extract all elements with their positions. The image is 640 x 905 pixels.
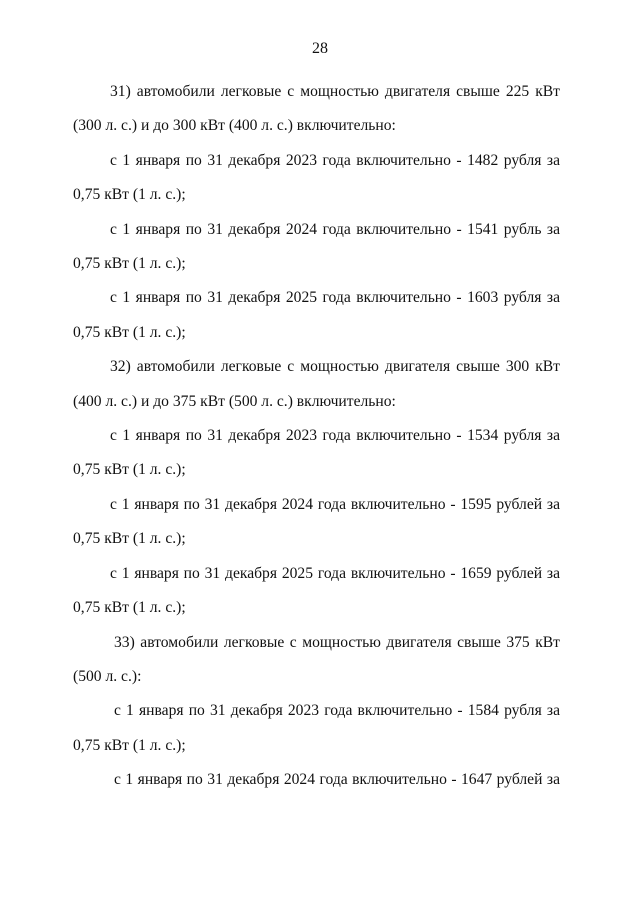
- paragraph-item-31: 31) автомобили легковые с мощностью двигателя свыше 225 кВт (300 л. с.) и до 300 кВт (400 л. с.) включительно:: [73, 83, 560, 135]
- paragraph-rate-2023: с 1 января по 31 декабря 2023 года включительно - 1534 рубля за 0,75 кВт (1 л. с.);: [73, 427, 560, 479]
- paragraph-rate-2025: с 1 января по 31 декабря 2025 года включительно - 1659 рублей за 0,75 кВт (1 л. с.);: [73, 564, 560, 617]
- paragraph-item-33: 33) автомобили легковые с мощностью двигателя свыше 375 кВт (500 л. с.):: [73, 633, 560, 685]
- paragraph-rate-2024: с 1 января по 31 декабря 2024 года включительно - 1647 рублей за: [114, 771, 560, 789]
- paragraph-rate-2024: с 1 января по 31 декабря 2024 года включительно - 1541 рубль за 0,75 кВт (1 л. с.);: [73, 220, 560, 273]
- paragraph-rate-2023: с 1 января по 31 декабря 2023 года включительно - 1482 рубля за 0,75 кВт (1 л. с.);: [73, 151, 560, 204]
- paragraph-rate-2025: с 1 января по 31 декабря 2025 года включительно - 1603 рубля за 0,75 кВт (1 л. с.);: [73, 289, 560, 341]
- page-number: 28: [312, 40, 328, 57]
- paragraph-item-32: 32) автомобили легковые с мощностью двигателя свыше 300 кВт (400 л. с.) и до 375 кВт (500 л. с.) включительно:: [73, 358, 560, 410]
- document-body: [73, 75, 560, 798]
- paragraph-rate-2023: с 1 января по 31 декабря 2023 года включительно - 1584 рубля за 0,75 кВт (1 л. с.);: [73, 702, 560, 754]
- paragraph-rate-2024: с 1 января по 31 декабря 2024 года включительно - 1595 рублей за 0,75 кВт (1 л. с.);: [73, 495, 560, 548]
